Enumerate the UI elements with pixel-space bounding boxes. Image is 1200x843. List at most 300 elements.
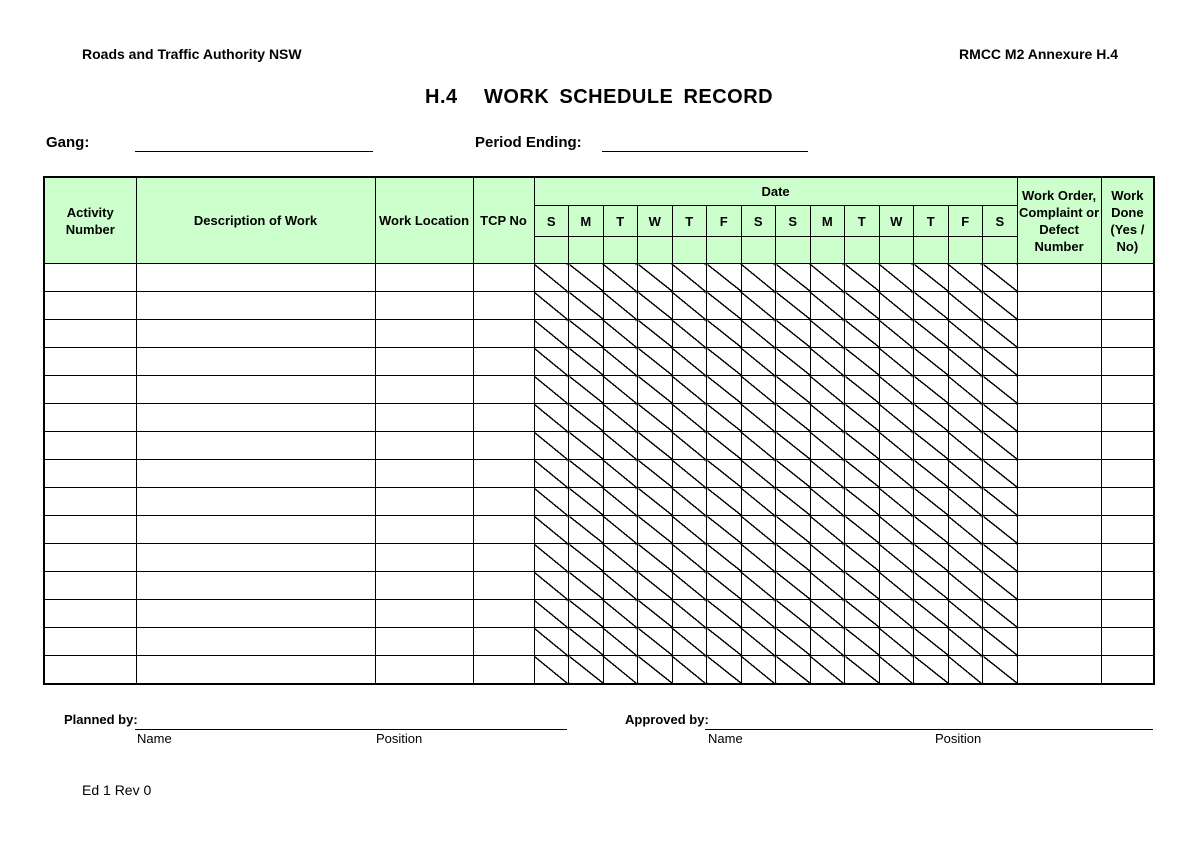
day-cell[interactable] bbox=[948, 600, 983, 628]
day-cell[interactable] bbox=[983, 544, 1018, 572]
day-cell[interactable] bbox=[810, 600, 845, 628]
day-cell[interactable] bbox=[776, 376, 811, 404]
description-cell[interactable] bbox=[136, 544, 375, 572]
day-cell[interactable] bbox=[672, 292, 707, 320]
day-cell[interactable] bbox=[707, 600, 742, 628]
work-order-cell[interactable] bbox=[1017, 292, 1101, 320]
day-cell[interactable] bbox=[672, 432, 707, 460]
work-order-cell[interactable] bbox=[1017, 404, 1101, 432]
planned-by-field[interactable] bbox=[135, 729, 567, 730]
day-cell[interactable] bbox=[638, 320, 673, 348]
day-cell[interactable] bbox=[672, 404, 707, 432]
day-cell[interactable] bbox=[776, 432, 811, 460]
description-cell[interactable] bbox=[136, 432, 375, 460]
work-location-cell[interactable] bbox=[375, 292, 473, 320]
day-cell[interactable] bbox=[845, 432, 880, 460]
work-done-cell[interactable] bbox=[1101, 292, 1154, 320]
day-cell[interactable] bbox=[810, 348, 845, 376]
day-cell[interactable] bbox=[948, 572, 983, 600]
day-cell[interactable] bbox=[638, 376, 673, 404]
day-cell[interactable] bbox=[879, 404, 914, 432]
day-cell[interactable] bbox=[914, 432, 949, 460]
day-cell[interactable] bbox=[948, 292, 983, 320]
day-cell[interactable] bbox=[914, 572, 949, 600]
day-cell[interactable] bbox=[879, 516, 914, 544]
day-cell[interactable] bbox=[983, 572, 1018, 600]
day-cell[interactable] bbox=[845, 516, 880, 544]
day-cell[interactable] bbox=[914, 292, 949, 320]
day-cell[interactable] bbox=[534, 572, 569, 600]
day-cell[interactable] bbox=[948, 488, 983, 516]
day-cell[interactable] bbox=[914, 460, 949, 488]
day-cell[interactable] bbox=[638, 348, 673, 376]
activity-number-cell[interactable] bbox=[44, 544, 136, 572]
day-cell[interactable] bbox=[569, 628, 604, 656]
description-cell[interactable] bbox=[136, 600, 375, 628]
activity-number-cell[interactable] bbox=[44, 516, 136, 544]
work-order-cell[interactable] bbox=[1017, 572, 1101, 600]
activity-number-cell[interactable] bbox=[44, 348, 136, 376]
day-cell[interactable] bbox=[983, 264, 1018, 292]
activity-number-cell[interactable] bbox=[44, 292, 136, 320]
day-cell[interactable] bbox=[983, 656, 1018, 685]
day-cell[interactable] bbox=[534, 404, 569, 432]
day-cell[interactable] bbox=[879, 432, 914, 460]
day-cell[interactable] bbox=[672, 348, 707, 376]
day-cell[interactable] bbox=[569, 572, 604, 600]
tcp-no-cell[interactable] bbox=[473, 460, 534, 488]
activity-number-cell[interactable] bbox=[44, 320, 136, 348]
activity-number-cell[interactable] bbox=[44, 432, 136, 460]
activity-number-cell[interactable] bbox=[44, 656, 136, 685]
day-cell[interactable] bbox=[534, 460, 569, 488]
day-cell[interactable] bbox=[741, 544, 776, 572]
day-cell[interactable] bbox=[845, 600, 880, 628]
day-cell[interactable] bbox=[983, 320, 1018, 348]
day-cell[interactable] bbox=[983, 628, 1018, 656]
day-cell[interactable] bbox=[672, 320, 707, 348]
day-cell[interactable] bbox=[948, 376, 983, 404]
description-cell[interactable] bbox=[136, 656, 375, 685]
description-cell[interactable] bbox=[136, 572, 375, 600]
day-cell[interactable] bbox=[672, 516, 707, 544]
date-entry-cell[interactable] bbox=[879, 237, 914, 264]
day-cell[interactable] bbox=[879, 488, 914, 516]
work-location-cell[interactable] bbox=[375, 488, 473, 516]
work-done-cell[interactable] bbox=[1101, 488, 1154, 516]
day-cell[interactable] bbox=[603, 264, 638, 292]
day-cell[interactable] bbox=[948, 628, 983, 656]
day-cell[interactable] bbox=[845, 572, 880, 600]
day-cell[interactable] bbox=[569, 600, 604, 628]
date-entry-cell[interactable] bbox=[948, 237, 983, 264]
description-cell[interactable] bbox=[136, 348, 375, 376]
day-cell[interactable] bbox=[534, 264, 569, 292]
work-order-cell[interactable] bbox=[1017, 432, 1101, 460]
description-cell[interactable] bbox=[136, 488, 375, 516]
day-cell[interactable] bbox=[879, 292, 914, 320]
work-done-cell[interactable] bbox=[1101, 264, 1154, 292]
work-location-cell[interactable] bbox=[375, 404, 473, 432]
day-cell[interactable] bbox=[741, 656, 776, 685]
day-cell[interactable] bbox=[948, 264, 983, 292]
day-cell[interactable] bbox=[879, 628, 914, 656]
work-order-cell[interactable] bbox=[1017, 376, 1101, 404]
day-cell[interactable] bbox=[534, 320, 569, 348]
day-cell[interactable] bbox=[983, 292, 1018, 320]
day-cell[interactable] bbox=[776, 320, 811, 348]
day-cell[interactable] bbox=[741, 348, 776, 376]
date-entry-cell[interactable] bbox=[707, 237, 742, 264]
day-cell[interactable] bbox=[603, 404, 638, 432]
day-cell[interactable] bbox=[569, 516, 604, 544]
day-cell[interactable] bbox=[569, 348, 604, 376]
day-cell[interactable] bbox=[776, 264, 811, 292]
day-cell[interactable] bbox=[672, 544, 707, 572]
date-entry-cell[interactable] bbox=[638, 237, 673, 264]
day-cell[interactable] bbox=[776, 292, 811, 320]
day-cell[interactable] bbox=[810, 432, 845, 460]
day-cell[interactable] bbox=[638, 264, 673, 292]
day-cell[interactable] bbox=[741, 460, 776, 488]
description-cell[interactable] bbox=[136, 292, 375, 320]
day-cell[interactable] bbox=[569, 460, 604, 488]
work-done-cell[interactable] bbox=[1101, 376, 1154, 404]
day-cell[interactable] bbox=[672, 376, 707, 404]
day-cell[interactable] bbox=[741, 572, 776, 600]
work-order-cell[interactable] bbox=[1017, 488, 1101, 516]
day-cell[interactable] bbox=[810, 628, 845, 656]
day-cell[interactable] bbox=[776, 516, 811, 544]
activity-number-cell[interactable] bbox=[44, 404, 136, 432]
tcp-no-cell[interactable] bbox=[473, 600, 534, 628]
day-cell[interactable] bbox=[810, 516, 845, 544]
work-done-cell[interactable] bbox=[1101, 544, 1154, 572]
day-cell[interactable] bbox=[948, 544, 983, 572]
tcp-no-cell[interactable] bbox=[473, 404, 534, 432]
day-cell[interactable] bbox=[948, 460, 983, 488]
work-location-cell[interactable] bbox=[375, 572, 473, 600]
day-cell[interactable] bbox=[672, 628, 707, 656]
work-done-cell[interactable] bbox=[1101, 404, 1154, 432]
tcp-no-cell[interactable] bbox=[473, 516, 534, 544]
work-done-cell[interactable] bbox=[1101, 572, 1154, 600]
day-cell[interactable] bbox=[914, 348, 949, 376]
day-cell[interactable] bbox=[914, 516, 949, 544]
day-cell[interactable] bbox=[569, 432, 604, 460]
work-order-cell[interactable] bbox=[1017, 516, 1101, 544]
day-cell[interactable] bbox=[879, 656, 914, 685]
day-cell[interactable] bbox=[603, 544, 638, 572]
work-done-cell[interactable] bbox=[1101, 320, 1154, 348]
day-cell[interactable] bbox=[948, 432, 983, 460]
date-entry-cell[interactable] bbox=[983, 237, 1018, 264]
day-cell[interactable] bbox=[534, 656, 569, 685]
date-entry-cell[interactable] bbox=[672, 237, 707, 264]
tcp-no-cell[interactable] bbox=[473, 628, 534, 656]
work-location-cell[interactable] bbox=[375, 516, 473, 544]
work-location-cell[interactable] bbox=[375, 348, 473, 376]
day-cell[interactable] bbox=[672, 656, 707, 685]
day-cell[interactable] bbox=[707, 264, 742, 292]
day-cell[interactable] bbox=[776, 628, 811, 656]
tcp-no-cell[interactable] bbox=[473, 264, 534, 292]
day-cell[interactable] bbox=[948, 320, 983, 348]
date-entry-cell[interactable] bbox=[569, 237, 604, 264]
day-cell[interactable] bbox=[707, 376, 742, 404]
day-cell[interactable] bbox=[603, 628, 638, 656]
day-cell[interactable] bbox=[638, 432, 673, 460]
work-done-cell[interactable] bbox=[1101, 348, 1154, 376]
day-cell[interactable] bbox=[776, 600, 811, 628]
day-cell[interactable] bbox=[914, 376, 949, 404]
day-cell[interactable] bbox=[638, 488, 673, 516]
tcp-no-cell[interactable] bbox=[473, 320, 534, 348]
day-cell[interactable] bbox=[845, 404, 880, 432]
day-cell[interactable] bbox=[534, 348, 569, 376]
day-cell[interactable] bbox=[638, 460, 673, 488]
day-cell[interactable] bbox=[603, 572, 638, 600]
date-entry-cell[interactable] bbox=[810, 237, 845, 264]
approved-by-field[interactable] bbox=[705, 729, 1153, 730]
date-entry-cell[interactable] bbox=[603, 237, 638, 264]
day-cell[interactable] bbox=[534, 628, 569, 656]
work-order-cell[interactable] bbox=[1017, 628, 1101, 656]
activity-number-cell[interactable] bbox=[44, 628, 136, 656]
day-cell[interactable] bbox=[845, 656, 880, 685]
activity-number-cell[interactable] bbox=[44, 488, 136, 516]
day-cell[interactable] bbox=[741, 404, 776, 432]
work-location-cell[interactable] bbox=[375, 544, 473, 572]
day-cell[interactable] bbox=[741, 264, 776, 292]
date-entry-cell[interactable] bbox=[534, 237, 569, 264]
day-cell[interactable] bbox=[879, 460, 914, 488]
tcp-no-cell[interactable] bbox=[473, 572, 534, 600]
description-cell[interactable] bbox=[136, 320, 375, 348]
day-cell[interactable] bbox=[638, 600, 673, 628]
day-cell[interactable] bbox=[914, 600, 949, 628]
day-cell[interactable] bbox=[776, 488, 811, 516]
day-cell[interactable] bbox=[569, 488, 604, 516]
day-cell[interactable] bbox=[638, 628, 673, 656]
day-cell[interactable] bbox=[603, 516, 638, 544]
day-cell[interactable] bbox=[603, 460, 638, 488]
work-order-cell[interactable] bbox=[1017, 460, 1101, 488]
day-cell[interactable] bbox=[776, 656, 811, 685]
day-cell[interactable] bbox=[845, 460, 880, 488]
activity-number-cell[interactable] bbox=[44, 572, 136, 600]
day-cell[interactable] bbox=[810, 292, 845, 320]
day-cell[interactable] bbox=[879, 572, 914, 600]
day-cell[interactable] bbox=[741, 488, 776, 516]
work-done-cell[interactable] bbox=[1101, 600, 1154, 628]
description-cell[interactable] bbox=[136, 628, 375, 656]
day-cell[interactable] bbox=[741, 432, 776, 460]
day-cell[interactable] bbox=[672, 572, 707, 600]
day-cell[interactable] bbox=[603, 320, 638, 348]
work-order-cell[interactable] bbox=[1017, 320, 1101, 348]
day-cell[interactable] bbox=[845, 376, 880, 404]
description-cell[interactable] bbox=[136, 516, 375, 544]
day-cell[interactable] bbox=[603, 432, 638, 460]
day-cell[interactable] bbox=[845, 544, 880, 572]
day-cell[interactable] bbox=[879, 600, 914, 628]
period-ending-field[interactable] bbox=[602, 151, 808, 152]
gang-field[interactable] bbox=[135, 151, 373, 152]
day-cell[interactable] bbox=[914, 320, 949, 348]
day-cell[interactable] bbox=[603, 600, 638, 628]
day-cell[interactable] bbox=[707, 320, 742, 348]
day-cell[interactable] bbox=[741, 376, 776, 404]
day-cell[interactable] bbox=[534, 488, 569, 516]
activity-number-cell[interactable] bbox=[44, 460, 136, 488]
day-cell[interactable] bbox=[638, 544, 673, 572]
day-cell[interactable] bbox=[914, 656, 949, 685]
day-cell[interactable] bbox=[810, 544, 845, 572]
day-cell[interactable] bbox=[569, 264, 604, 292]
day-cell[interactable] bbox=[707, 292, 742, 320]
day-cell[interactable] bbox=[741, 320, 776, 348]
day-cell[interactable] bbox=[672, 460, 707, 488]
day-cell[interactable] bbox=[638, 516, 673, 544]
day-cell[interactable] bbox=[845, 264, 880, 292]
day-cell[interactable] bbox=[983, 432, 1018, 460]
work-done-cell[interactable] bbox=[1101, 516, 1154, 544]
work-location-cell[interactable] bbox=[375, 320, 473, 348]
activity-number-cell[interactable] bbox=[44, 600, 136, 628]
date-entry-cell[interactable] bbox=[845, 237, 880, 264]
day-cell[interactable] bbox=[707, 488, 742, 516]
day-cell[interactable] bbox=[707, 656, 742, 685]
day-cell[interactable] bbox=[707, 404, 742, 432]
description-cell[interactable] bbox=[136, 404, 375, 432]
day-cell[interactable] bbox=[638, 656, 673, 685]
day-cell[interactable] bbox=[948, 516, 983, 544]
day-cell[interactable] bbox=[810, 656, 845, 685]
day-cell[interactable] bbox=[741, 516, 776, 544]
day-cell[interactable] bbox=[983, 348, 1018, 376]
day-cell[interactable] bbox=[569, 320, 604, 348]
day-cell[interactable] bbox=[707, 348, 742, 376]
day-cell[interactable] bbox=[879, 320, 914, 348]
day-cell[interactable] bbox=[776, 460, 811, 488]
day-cell[interactable] bbox=[638, 572, 673, 600]
description-cell[interactable] bbox=[136, 264, 375, 292]
day-cell[interactable] bbox=[603, 376, 638, 404]
day-cell[interactable] bbox=[707, 460, 742, 488]
work-done-cell[interactable] bbox=[1101, 432, 1154, 460]
day-cell[interactable] bbox=[776, 572, 811, 600]
day-cell[interactable] bbox=[534, 544, 569, 572]
work-order-cell[interactable] bbox=[1017, 600, 1101, 628]
work-location-cell[interactable] bbox=[375, 376, 473, 404]
day-cell[interactable] bbox=[707, 544, 742, 572]
day-cell[interactable] bbox=[534, 600, 569, 628]
tcp-no-cell[interactable] bbox=[473, 348, 534, 376]
work-location-cell[interactable] bbox=[375, 432, 473, 460]
work-location-cell[interactable] bbox=[375, 460, 473, 488]
day-cell[interactable] bbox=[948, 404, 983, 432]
day-cell[interactable] bbox=[603, 656, 638, 685]
day-cell[interactable] bbox=[534, 516, 569, 544]
day-cell[interactable] bbox=[707, 572, 742, 600]
day-cell[interactable] bbox=[569, 376, 604, 404]
day-cell[interactable] bbox=[707, 432, 742, 460]
work-location-cell[interactable] bbox=[375, 656, 473, 685]
day-cell[interactable] bbox=[534, 432, 569, 460]
day-cell[interactable] bbox=[948, 348, 983, 376]
day-cell[interactable] bbox=[810, 460, 845, 488]
tcp-no-cell[interactable] bbox=[473, 432, 534, 460]
day-cell[interactable] bbox=[672, 600, 707, 628]
work-done-cell[interactable] bbox=[1101, 460, 1154, 488]
work-order-cell[interactable] bbox=[1017, 348, 1101, 376]
day-cell[interactable] bbox=[845, 320, 880, 348]
day-cell[interactable] bbox=[534, 292, 569, 320]
day-cell[interactable] bbox=[983, 404, 1018, 432]
day-cell[interactable] bbox=[569, 292, 604, 320]
day-cell[interactable] bbox=[569, 404, 604, 432]
day-cell[interactable] bbox=[776, 404, 811, 432]
day-cell[interactable] bbox=[810, 264, 845, 292]
day-cell[interactable] bbox=[879, 348, 914, 376]
day-cell[interactable] bbox=[983, 600, 1018, 628]
activity-number-cell[interactable] bbox=[44, 376, 136, 404]
day-cell[interactable] bbox=[534, 376, 569, 404]
day-cell[interactable] bbox=[845, 292, 880, 320]
day-cell[interactable] bbox=[810, 572, 845, 600]
day-cell[interactable] bbox=[983, 488, 1018, 516]
date-entry-cell[interactable] bbox=[776, 237, 811, 264]
day-cell[interactable] bbox=[603, 348, 638, 376]
work-order-cell[interactable] bbox=[1017, 544, 1101, 572]
day-cell[interactable] bbox=[879, 264, 914, 292]
day-cell[interactable] bbox=[845, 488, 880, 516]
day-cell[interactable] bbox=[914, 488, 949, 516]
description-cell[interactable] bbox=[136, 376, 375, 404]
description-cell[interactable] bbox=[136, 460, 375, 488]
day-cell[interactable] bbox=[810, 320, 845, 348]
day-cell[interactable] bbox=[810, 404, 845, 432]
day-cell[interactable] bbox=[983, 376, 1018, 404]
day-cell[interactable] bbox=[914, 404, 949, 432]
day-cell[interactable] bbox=[983, 460, 1018, 488]
day-cell[interactable] bbox=[776, 544, 811, 572]
day-cell[interactable] bbox=[569, 544, 604, 572]
work-order-cell[interactable] bbox=[1017, 264, 1101, 292]
tcp-no-cell[interactable] bbox=[473, 656, 534, 685]
work-done-cell[interactable] bbox=[1101, 628, 1154, 656]
day-cell[interactable] bbox=[603, 292, 638, 320]
tcp-no-cell[interactable] bbox=[473, 376, 534, 404]
date-entry-cell[interactable] bbox=[914, 237, 949, 264]
day-cell[interactable] bbox=[741, 628, 776, 656]
tcp-no-cell[interactable] bbox=[473, 292, 534, 320]
day-cell[interactable] bbox=[914, 544, 949, 572]
work-done-cell[interactable] bbox=[1101, 656, 1154, 685]
day-cell[interactable] bbox=[914, 264, 949, 292]
tcp-no-cell[interactable] bbox=[473, 544, 534, 572]
work-order-cell[interactable] bbox=[1017, 656, 1101, 685]
day-cell[interactable] bbox=[776, 348, 811, 376]
day-cell[interactable] bbox=[948, 656, 983, 685]
day-cell[interactable] bbox=[638, 404, 673, 432]
day-cell[interactable] bbox=[810, 488, 845, 516]
day-cell[interactable] bbox=[569, 656, 604, 685]
tcp-no-cell[interactable] bbox=[473, 488, 534, 516]
day-cell[interactable] bbox=[914, 628, 949, 656]
work-location-cell[interactable] bbox=[375, 628, 473, 656]
